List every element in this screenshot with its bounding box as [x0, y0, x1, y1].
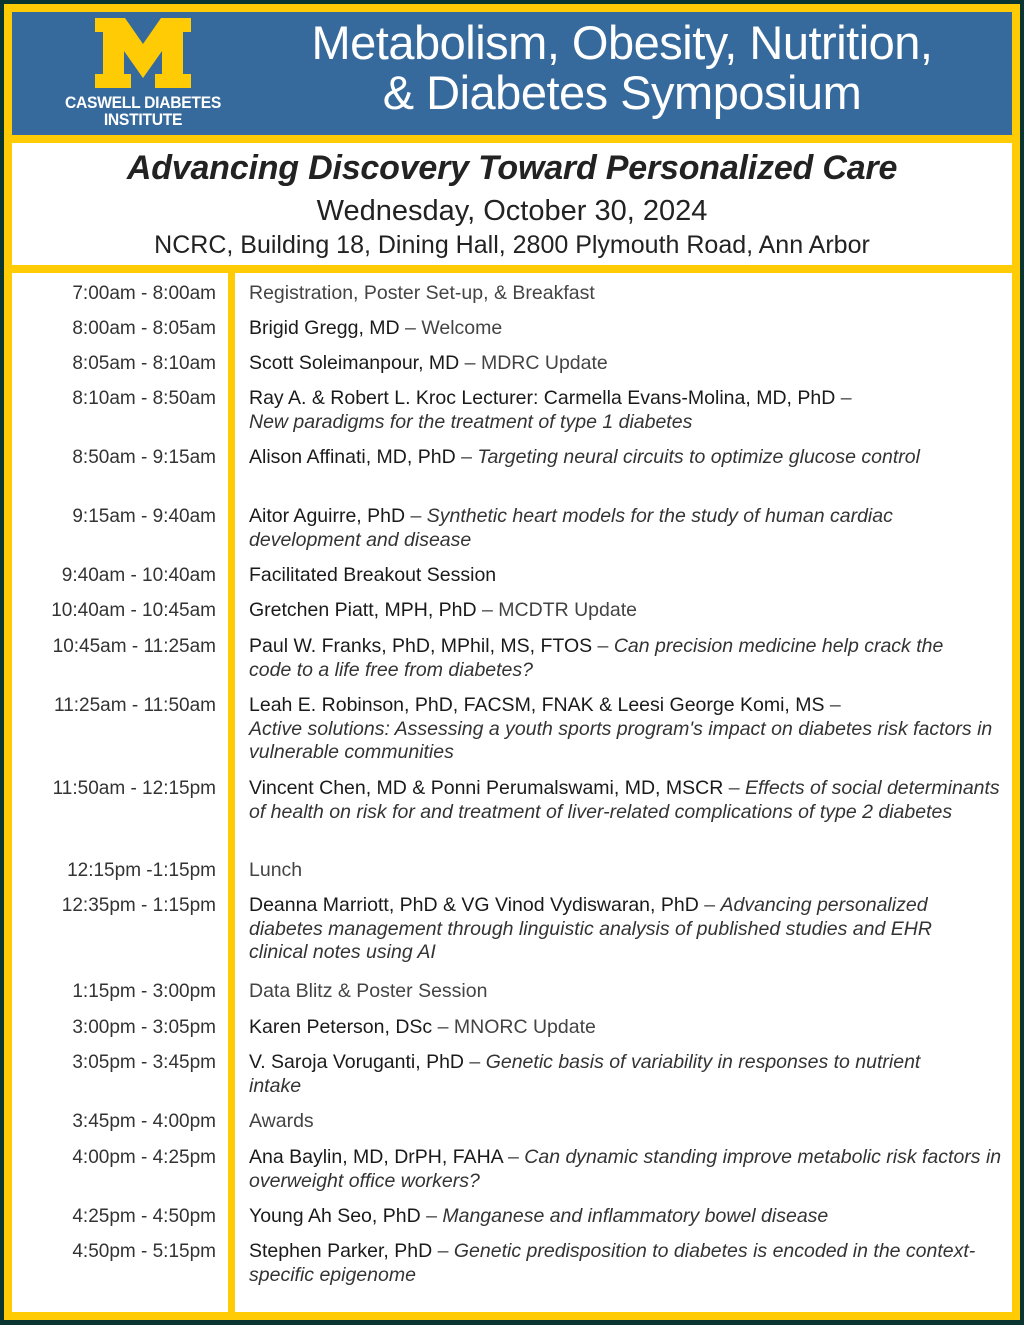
talk-title: Can dynamic standing improve metabolic risk factors in overweight office workers?	[249, 1146, 1002, 1192]
speaker-name: Facilitated Breakout Session	[249, 564, 497, 586]
schedule-item	[249, 564, 1009, 588]
schedule-item	[249, 387, 969, 434]
header-banner	[12, 12, 1012, 135]
dash-separator: –	[455, 446, 478, 468]
dash-separator: –	[432, 1016, 454, 1038]
schedule-time: 9:15am - 9:40am	[72, 506, 216, 527]
schedule-time: 8:50am - 9:15am	[72, 447, 216, 468]
speaker-name: Scott Soleimanpour, MD	[249, 352, 460, 374]
dash-separator: –	[502, 1146, 525, 1168]
schedule-item	[249, 317, 1009, 341]
speaker-name: Ana Baylin, MD, DrPH, FAHA	[249, 1146, 503, 1168]
talk-title: Advancing personalized diabetes management through linguistic analysis of published studies and EHR clinical notes using AI	[249, 894, 932, 963]
speaker-name: Alison Affinati, MD, PhD	[249, 446, 456, 468]
schedule-time: 4:25pm - 4:50pm	[72, 1206, 216, 1227]
talk-title: Synthetic heart models for the study of human cardiac development and disease	[249, 505, 893, 551]
talk-title: Targeting neural circuits to optimize glucose control	[477, 446, 920, 468]
dash-separator: –	[476, 599, 499, 621]
schedule-item	[249, 1240, 1001, 1287]
schedule-time: 8:10am - 8:50am	[72, 388, 216, 409]
event-venue: NCRC, Building 18, Dining Hall, 2800 Plymouth Road, Ann Arbor	[154, 231, 870, 259]
schedule-events-column	[235, 273, 1012, 1312]
session-label: Registration, Poster Set-up, & Breakfast	[249, 282, 595, 304]
schedule-item	[249, 777, 1001, 824]
talk-title: Genetic basis of variability in responses to nutrient intake	[249, 1051, 921, 1097]
schedule-time: 8:00am - 8:05am	[72, 318, 216, 339]
block-m-logo-icon	[95, 18, 191, 88]
session-label: Data Blitz & Poster Session	[249, 980, 488, 1002]
schedule-item	[249, 1051, 974, 1098]
dash-separator: –	[420, 1205, 443, 1227]
speaker-name: Paul W. Franks, PhD, MPhil, MS, FTOS	[249, 635, 593, 657]
speaker-name: Deanna Marriott, PhD & VG Vinod Vydiswaran, PhD	[249, 894, 699, 916]
schedule-time: 4:50pm - 5:15pm	[72, 1241, 216, 1262]
dash-separator: –	[824, 694, 841, 716]
schedule-item	[249, 446, 984, 470]
schedule-time: 7:00am - 8:00am	[72, 283, 216, 304]
talk-title: Effects of social determinants of health on risk for and treatment of liver-related complications of type 2 diabetes	[249, 777, 1000, 823]
dash-separator: –	[399, 317, 422, 339]
session-label: Lunch	[249, 859, 303, 881]
schedule-time: 12:15pm -1:15pm	[67, 860, 216, 881]
schedule-time: 3:05pm - 3:45pm	[72, 1052, 216, 1073]
dash-separator: –	[405, 505, 427, 527]
dash-separator: –	[432, 1240, 454, 1262]
title-line-2: & Diabetes Symposium	[382, 66, 862, 119]
schedule-item	[249, 859, 1009, 883]
speaker-name: Gretchen Piatt, MPH, PhD	[249, 599, 477, 621]
schedule-time: 11:50am - 12:15pm	[52, 778, 216, 799]
session-label: MDRC Update	[480, 352, 608, 374]
dash-separator: –	[592, 635, 614, 657]
schedule-item	[249, 1205, 1009, 1229]
schedule-item	[249, 1110, 1009, 1134]
schedule-item	[249, 1146, 1009, 1193]
talk-title: Active solutions: Assessing a youth sports program's impact on diabetes risk factors in vulnerable communities	[249, 717, 993, 763]
talk-title: Genetic predisposition to diabetes is encoded in the context-specific epigenome	[249, 1240, 976, 1286]
schedule-time: 1:15pm - 3:00pm	[72, 981, 216, 1002]
event-date: Wednesday, October 30, 2024	[316, 195, 708, 227]
speaker-name: Karen Peterson, DSc	[249, 1016, 433, 1038]
talk-title: Can precision medicine help crack the code to a life free from diabetes?	[249, 635, 944, 681]
schedule-time: 11:25am - 11:50am	[54, 695, 216, 716]
speaker-name: Ray A. & Robert L. Kroc Lecturer: Carmella Evans-Molina, MD, PhD	[249, 387, 836, 409]
dash-separator: –	[723, 777, 745, 799]
dash-separator: –	[835, 387, 852, 409]
session-label: MNORC Update	[453, 1016, 596, 1038]
schedule-time: 10:45am - 11:25am	[52, 636, 216, 657]
logo-line-1: CASWELL DIABETES	[64, 93, 222, 112]
session-label: MCDTR Update	[498, 599, 637, 621]
schedule-time: 3:00pm - 3:05pm	[72, 1017, 216, 1038]
schedule-time: 8:05am - 8:10am	[72, 353, 216, 374]
schedule-item	[249, 505, 949, 552]
dash-separator: –	[464, 1051, 486, 1073]
schedule-time: 4:00pm - 4:25pm	[72, 1147, 216, 1168]
logo-line-2: INSTITUTE	[103, 110, 183, 129]
schedule-item	[249, 694, 1009, 765]
title-line-1: Metabolism, Obesity, Nutrition,	[311, 16, 933, 69]
event-info	[12, 143, 1012, 265]
schedule-item	[249, 894, 949, 965]
dash-separator: –	[459, 352, 481, 374]
schedule-time: 12:35pm - 1:15pm	[61, 895, 216, 916]
session-label: Awards	[249, 1110, 314, 1132]
speaker-name: Aitor Aguirre, PhD	[249, 505, 406, 527]
schedule-time: 10:40am - 10:45am	[51, 600, 216, 621]
event-title	[242, 18, 1002, 118]
speaker-name: Vincent Chen, MD & Ponni Perumalswami, MD, MSCR	[249, 777, 724, 799]
speaker-name: Brigid Gregg, MD	[249, 317, 400, 339]
speaker-name: Leah E. Robinson, PhD, FACSM, FNAK & Leesi George Komi, MS	[249, 694, 825, 716]
schedule-item	[249, 1016, 1009, 1040]
schedule-item	[249, 352, 1009, 376]
schedule-item	[249, 282, 1009, 306]
speaker-name: V. Saroja Voruganti, PhD	[249, 1051, 465, 1073]
speaker-name: Stephen Parker, PhD	[249, 1240, 433, 1262]
institute-logo-text	[65, 94, 221, 128]
talk-title: New paradigms for the treatment of type 1 diabetes	[249, 410, 693, 433]
dash-separator: –	[698, 894, 721, 916]
speaker-name: Young Ah Seo, PhD	[249, 1205, 421, 1227]
session-label: Welcome	[421, 317, 503, 339]
schedule-item	[249, 599, 1009, 623]
schedule-time: 3:45pm - 4:00pm	[72, 1111, 216, 1132]
talk-title: Manganese and inflammatory bowel disease	[442, 1205, 829, 1227]
schedule-times-column	[12, 273, 228, 1312]
schedule-time: 9:40am - 10:40am	[61, 565, 216, 586]
tagline: Advancing Discovery Toward Personalized Care	[126, 149, 898, 187]
schedule-item	[249, 980, 1009, 1004]
schedule-item	[249, 635, 984, 682]
